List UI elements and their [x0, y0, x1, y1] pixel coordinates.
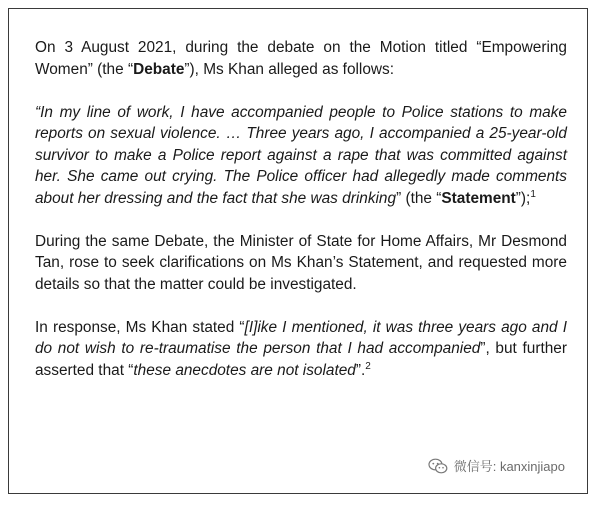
- document-body: [35, 37, 567, 403]
- paragraph-statement-quote: [35, 102, 567, 210]
- paragraph-minister-clarification: During the same Debate, the Minister of State for Home Affairs, Mr Desmond Tan, rose to seek clarifications on Ms Khan’s Statement, and requested more details so that the matter could be investigated.: [35, 232, 567, 293]
- response-quote-1: [I]ike I mentioned, it was three years ago and I do not wish to re-traumatise the person that I had accompanied: [35, 318, 567, 357]
- p4-text-b: ”, but further asserted that “: [35, 340, 567, 379]
- watermark: [428, 456, 565, 475]
- response-quote-2: these anecdotes are not isolated: [133, 361, 356, 379]
- document-frame: [8, 8, 588, 494]
- p4-text-c: ”.: [355, 361, 366, 379]
- p1-text-c: ”), Ms Khan alleged as follows:: [184, 60, 394, 78]
- wechat-icon: [428, 458, 448, 474]
- paragraph-debate-intro: [35, 37, 567, 80]
- khan-quote: “In my line of work, I have accompanied people to Police stations to make reports on sexual violence. … Three years ago, I accompanied a 25-year-old survivor to make a Police report against a rape that was committed against her. She came out crying. The Police officer had allegedly made comments about her dressing and the fact that she was drinking: [35, 103, 567, 207]
- defined-term-statement: Statement: [441, 189, 516, 207]
- p2-text-c: ”);: [515, 189, 531, 207]
- footnote-ref-1: 1: [530, 188, 536, 200]
- footnote-ref-2: 2: [365, 360, 371, 372]
- defined-term-debate: Debate: [133, 60, 185, 78]
- p1-text-a: On 3 August 2021, during the debate on the Motion titled “Empowering Women” (the “: [35, 39, 567, 78]
- p4-text-a: In response, Ms Khan stated “: [35, 318, 245, 336]
- p2-text-a: ” (the “: [396, 189, 442, 207]
- watermark-text: 微信号: kanxinjiapo: [453, 459, 565, 474]
- paragraph-response: [35, 317, 567, 382]
